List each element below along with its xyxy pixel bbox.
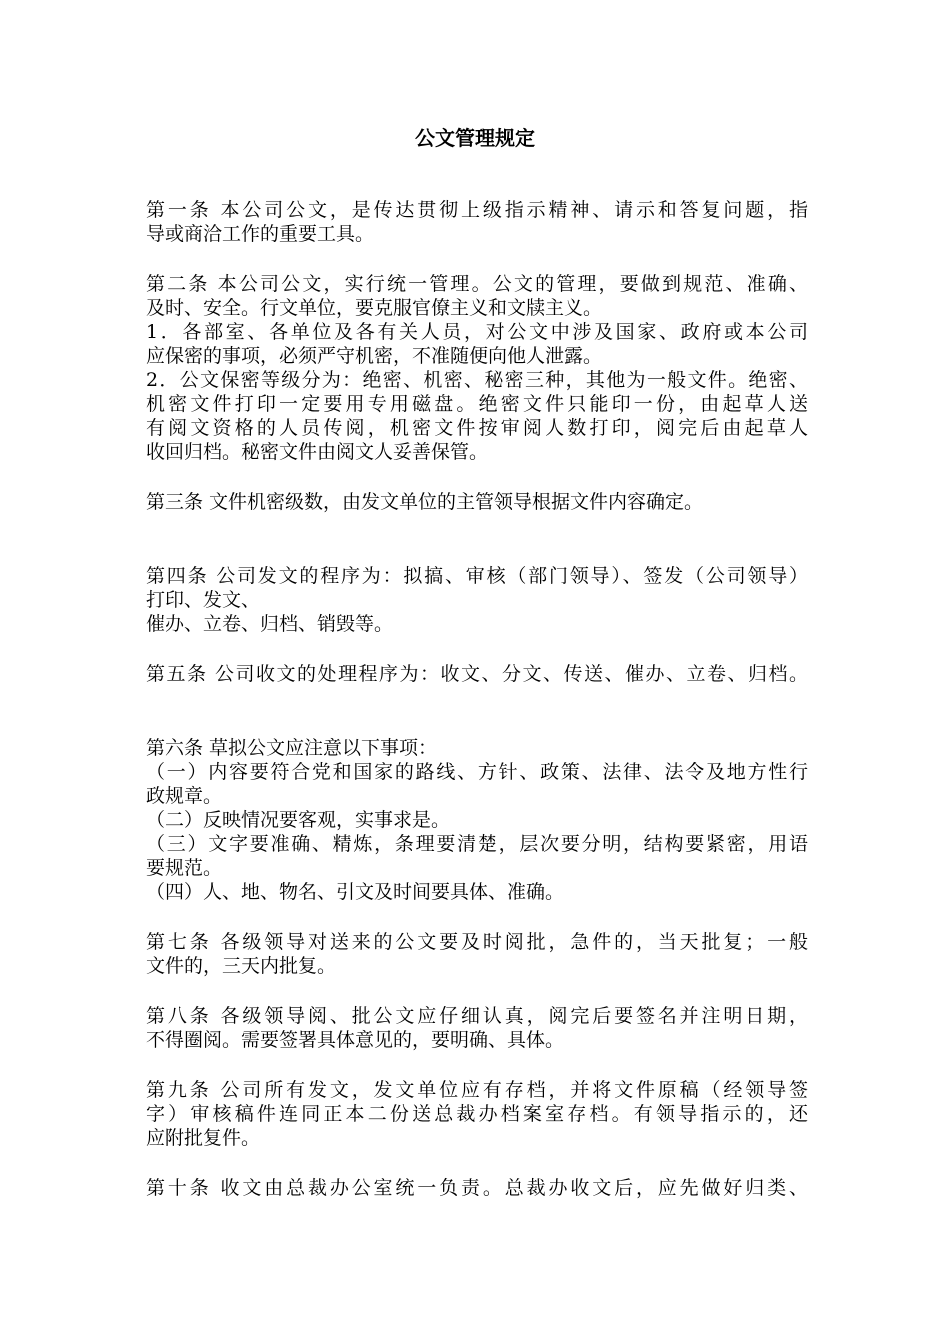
text-line: 导或商洽工作的重要工具。 bbox=[146, 223, 375, 245]
text-line: 字）审核稿件连同正本二份送总裁办档案室存档。有领导指示的，还 bbox=[146, 1103, 808, 1125]
text-line: 应附批复件。 bbox=[146, 1127, 261, 1149]
document-title: 公文管理规定 bbox=[415, 126, 535, 150]
text-line: 第九条 公司所有发文，发文单位应有存档，并将文件原稿（经领导签 bbox=[146, 1079, 808, 1101]
text-line: 第三条 文件机密级数，由发文单位的主管领导根据文件内容确定。 bbox=[146, 491, 704, 513]
document-body bbox=[146, 198, 808, 1200]
text-line: 第五条 公司收文的处理程序为：收文、分文、传送、催办、立卷、归档。 bbox=[146, 663, 808, 685]
text-line: 政规章。 bbox=[146, 785, 223, 807]
text-line: 第一条 本公司公文，是传达贯彻上级指示精神、请示和答复问题，指 bbox=[146, 199, 808, 221]
text-line: 有阅文资格的人员传阅，机密文件按审阅人数打印，阅完后由起草人 bbox=[146, 417, 808, 439]
text-line: 第六条 草拟公文应注意以下事项： bbox=[146, 737, 438, 759]
text-line: 1．各部室、各单位及各有关人员，对公文中涉及国家、政府或本公司 bbox=[146, 321, 808, 343]
text-line: 应保密的事项，必须严守机密，不准随便向他人泄露。 bbox=[146, 345, 603, 367]
text-line: 机密文件打印一定要用专用磁盘。绝密文件只能印一份，由起草人送 bbox=[146, 393, 808, 415]
text-line: （三）文字要准确、精炼，条理要清楚，层次要分明，结构要紧密，用语 bbox=[146, 833, 808, 855]
text-line: 不得圈阅。需要签署具体意见的，要明确、具体。 bbox=[146, 1029, 565, 1051]
text-line: 及时、安全。行文单位，要克服官僚主义和文牍主义。 bbox=[146, 297, 603, 319]
text-line: 催办、立卷、归档、销毁等。 bbox=[146, 613, 394, 635]
text-line: 收回归档。秘密文件由阅文人妥善保管。 bbox=[146, 441, 489, 463]
text-line: 文件的，三天内批复。 bbox=[146, 955, 337, 977]
text-line: 第二条 本公司公文，实行统一管理。公文的管理，要做到规范、准确、 bbox=[146, 273, 808, 295]
text-line: 要规范。 bbox=[146, 857, 223, 879]
text-line: （二）反映情况要客观，实事求是。 bbox=[146, 809, 451, 831]
text-line: （一）内容要符合党和国家的路线、方针、政策、法律、法令及地方性行 bbox=[146, 761, 808, 783]
text-line: （四）人、地、物名、引文及时间要具体、准确。 bbox=[146, 881, 565, 903]
text-line: 2．公文保密等级分为：绝密、机密、秘密三种，其他为一般文件。绝密、 bbox=[146, 369, 808, 391]
text-line: 第四条 公司发文的程序为：拟搞、审核（部门领导）、签发（公司领导） bbox=[146, 565, 808, 587]
text-line: 第十条 收文由总裁办公室统一负责。总裁办收文后，应先做好归类、 bbox=[146, 1177, 808, 1199]
text-line: 第七条 各级领导对送来的公文要及时阅批，急件的，当天批复；一般 bbox=[146, 931, 808, 953]
text-line: 打印、发文、 bbox=[146, 589, 261, 611]
text-line: 第八条 各级领导阅、批公文应仔细认真，阅完后要签名并注明日期， bbox=[146, 1005, 808, 1027]
